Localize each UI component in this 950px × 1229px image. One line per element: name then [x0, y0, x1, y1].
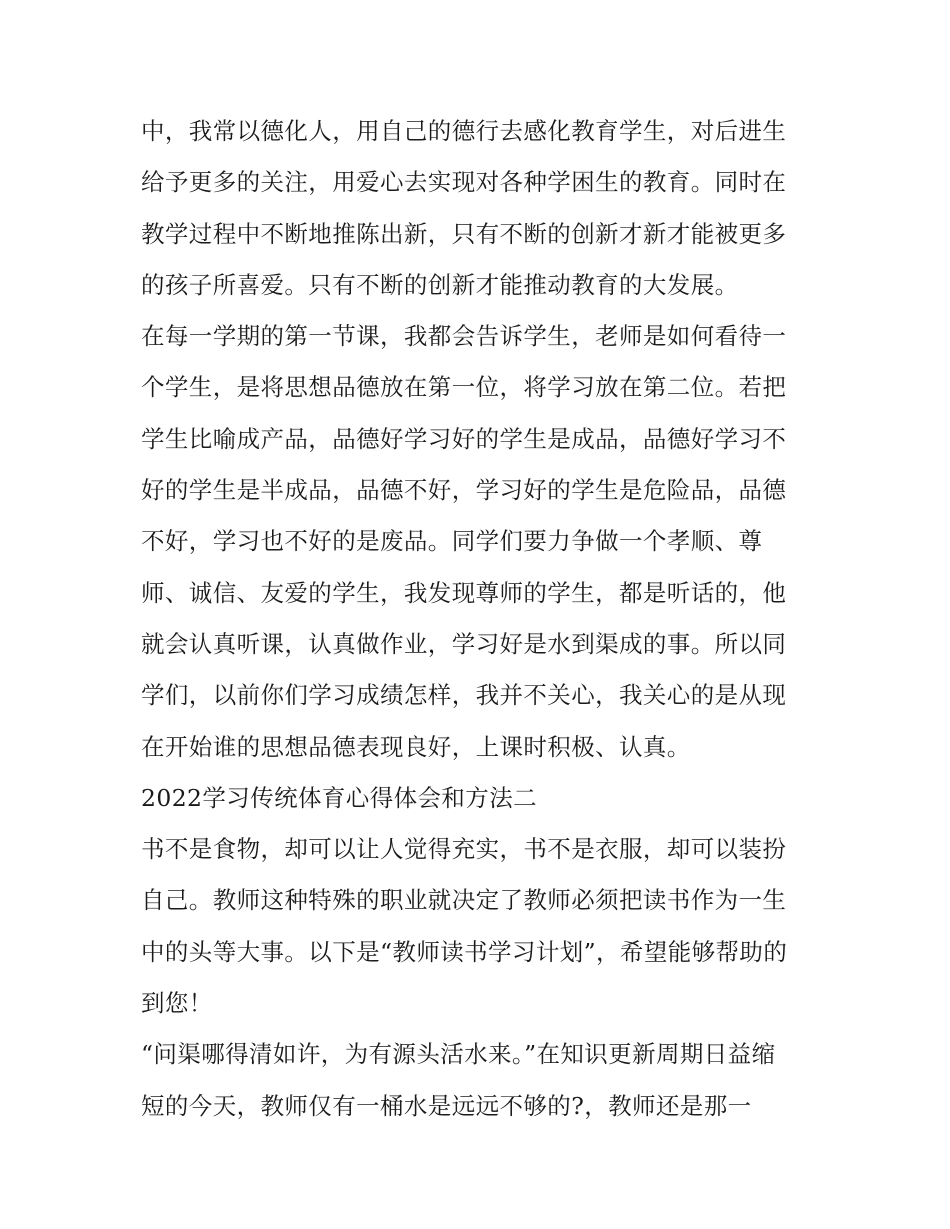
text-line: 好的学生是半成品，品德不好，学习好的学生是危险品，品德 — [141, 476, 787, 505]
text-line: 中的头等大事。以下是“教师读书学习计划”，希望能够帮助的 — [141, 937, 788, 966]
text-line: 短的今天，教师仅有一桶水是远远不够的?，教师还是那一 — [141, 1091, 752, 1120]
text-line: 给予更多的关注，用爱心去实现对各种学困生的教育。同时在 — [141, 168, 787, 197]
text-line: 自己。教师这种特殊的职业就决定了教师必须把读书作为一生 — [141, 886, 787, 915]
text-line: 到您！ — [141, 989, 213, 1018]
text-line: 个学生，是将思想品德放在第一位，将学习放在第二位。若把 — [141, 373, 787, 402]
text-line: 中，我常以德化人，用自己的德行去感化教育学生，对后进生 — [141, 117, 787, 145]
body-text — [141, 106, 821, 1132]
text-line: 教学过程中不断地推陈出新，只有不断的创新才新才能被更多 — [141, 219, 787, 248]
text-line: 的孩子所喜爱。只有不断的创新才能推动教育的大发展。 — [141, 270, 739, 299]
section-heading: 2022学习传统体育心得体会和方法二 — [141, 783, 538, 812]
text-line: 在每一学期的第一节课，我都会告诉学生，老师是如何看待一 — [141, 322, 787, 351]
text-line: 学生比喻成产品，品德好学习好的学生是成品，品德好学习不 — [141, 424, 787, 453]
text-line: 不好，学习也不好的是废品。同学们要力争做一个孝顺、尊 — [141, 527, 763, 556]
text-line: 在开始谁的思想品德表现良好，上课时积极、认真。 — [141, 732, 691, 761]
text-line: 就会认真听课，认真做作业，学习好是水到渠成的事。所以同 — [141, 629, 787, 658]
text-line: 学们，以前你们学习成绩怎样，我并不关心，我关心的是从现 — [141, 681, 787, 710]
text-line: “问渠哪得清如许，为有源头活水来。”在知识更新周期日益缩 — [141, 1040, 776, 1069]
text-line: 师、诚信、友爱的学生，我发现尊师的学生，都是听话的，他 — [141, 578, 787, 607]
text-line: 书不是食物，却可以让人觉得充实，书不是衣服，却可以装扮 — [141, 835, 787, 864]
